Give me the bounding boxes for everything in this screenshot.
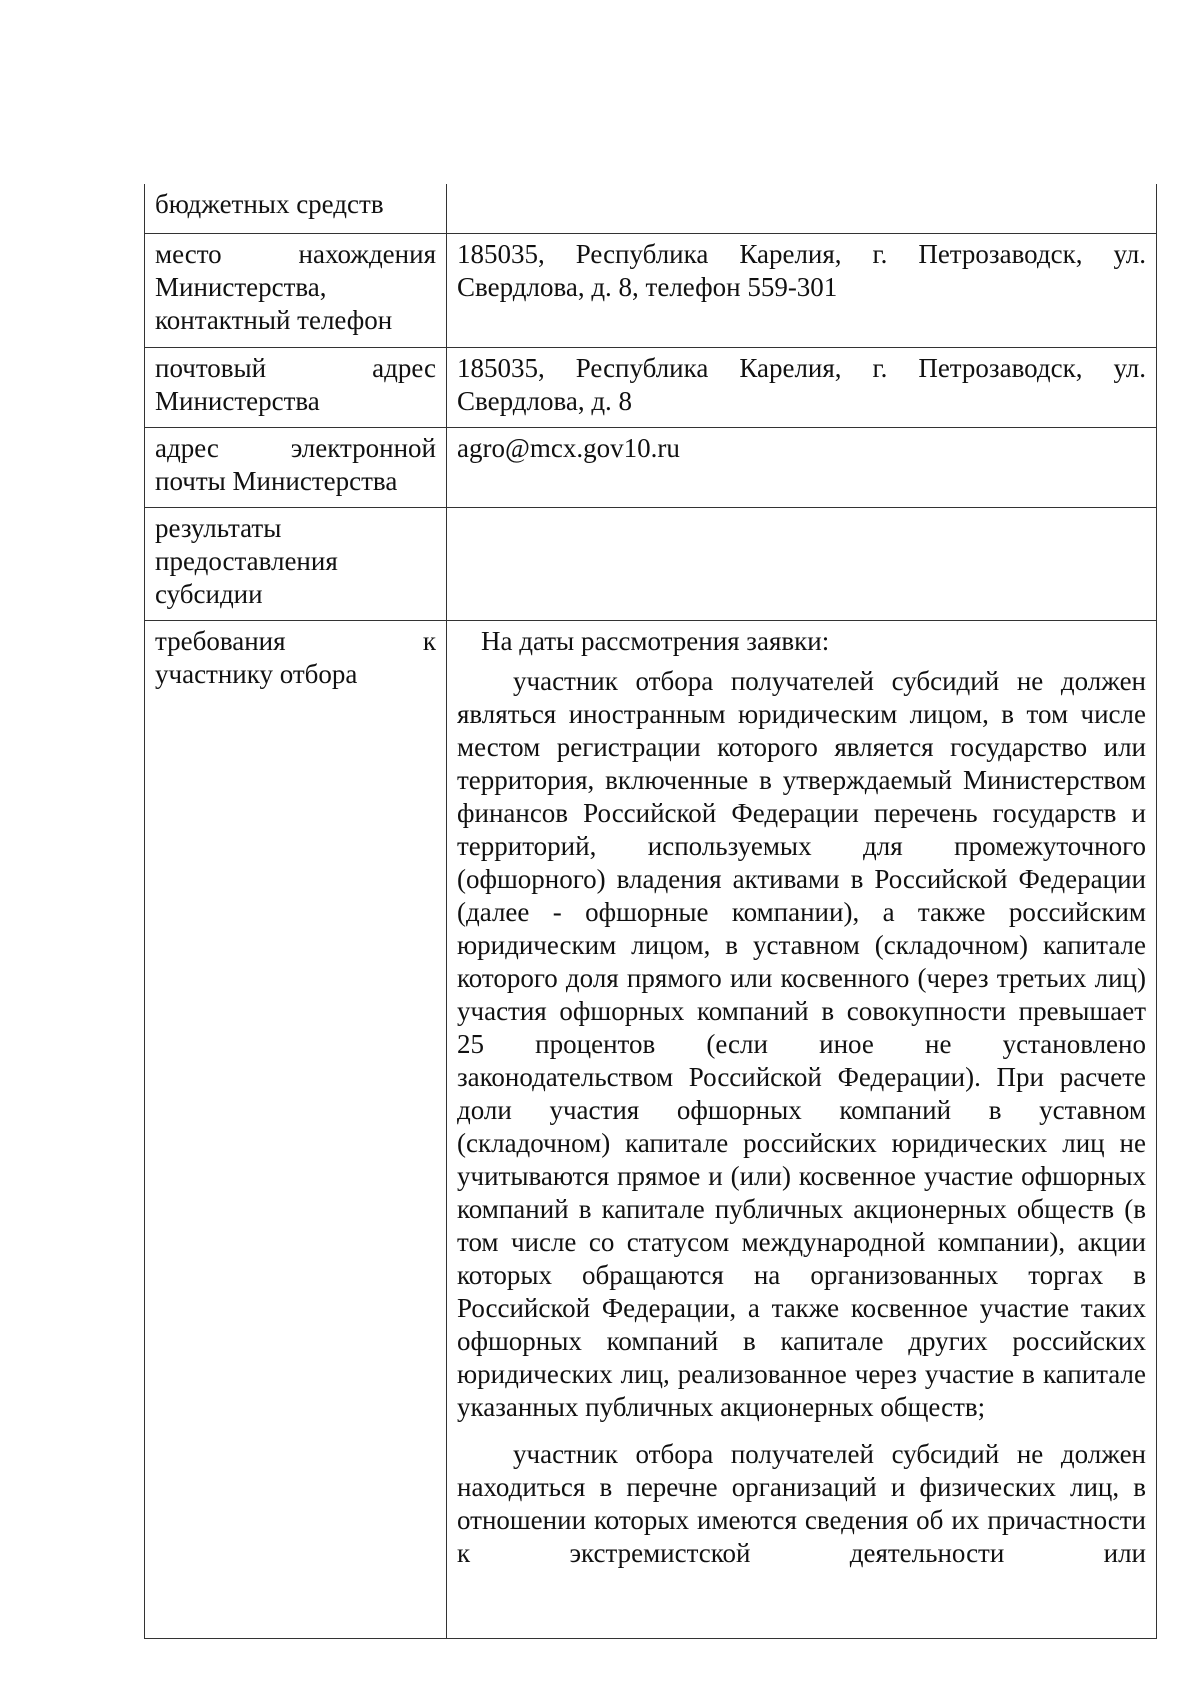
email-value: agro@mcx.gov10.ru bbox=[457, 433, 680, 463]
value-cell bbox=[447, 348, 1157, 428]
label-cell bbox=[145, 428, 447, 508]
row-label-line: предоставления bbox=[155, 546, 338, 576]
row-label-line: место нахождения bbox=[155, 239, 436, 269]
table-row-postal-address bbox=[145, 348, 1157, 428]
row-label-line: контактный телефон bbox=[155, 305, 393, 335]
label-cell bbox=[145, 508, 447, 621]
value-cell bbox=[447, 508, 1157, 621]
value-cell bbox=[447, 621, 1157, 1639]
label-cell bbox=[145, 348, 447, 428]
row-label-line: субсидии bbox=[155, 579, 263, 609]
row-label-line: почтовый адрес bbox=[155, 353, 436, 383]
row-label-line: результаты bbox=[155, 513, 282, 543]
row-label-line: требования к bbox=[155, 626, 436, 656]
row-label-line: Министерства, bbox=[155, 272, 327, 302]
value-cell bbox=[447, 234, 1157, 348]
row-label-line: почты Министерства bbox=[155, 466, 398, 496]
table-row-results bbox=[145, 508, 1157, 621]
table-row-email bbox=[145, 428, 1157, 508]
label-cell bbox=[145, 621, 447, 1639]
row-label-line: адрес электронной bbox=[155, 433, 436, 463]
table-row-budget-funds bbox=[145, 184, 1157, 234]
row-value: 185035, Республика Карелия, г. Петрозаводск, ул. Свердлова, д. 8 bbox=[457, 353, 1146, 416]
info-table bbox=[144, 184, 1157, 1639]
requirement-paragraph: участник отбора получателей субсидий не должен находиться в перечне организаций и физических лиц, в отношении которых имеются сведения об их причастности к экстремистской деятельности или bbox=[457, 1439, 1146, 1568]
requirements-intro: На даты рассмотрения заявки: bbox=[481, 626, 830, 656]
requirement-paragraph: участник отбора получателей субсидий не должен являться иностранным юридическим лицом, в том числе местом регистрации которого является государство или территория, включенные в утверждаемый Министерством финансов Российской Федерации перечень государств и территорий, используемых для промежуточного (офшорного) владения активами в Российской Федерации (далее - офшорные компании), а также российским юридическим лицом, в уставном (складочном) капитале которого доля прямого или косвенного (через третьих лиц) участия офшорных компаний в совокупности превышает 25 процентов (если иное не установлено законодательством Российской Федерации). При расчете доли участия офшорных компаний в уставном (складочном) капитале российских юридических лиц не учитываются прямое и (или) косвенное участие офшорных компаний в капитале публичных акционерных обществ (в том числе со статусом международной компании), акции которых обращаются на организованных торгах в Российской Федерации, а также косвенное участие таких офшорных компаний в капитале других российских юридических лиц, реализованное через участие в капитале указанных публичных акционерных обществ; bbox=[457, 666, 1146, 1422]
row-label-line: участнику отбора bbox=[155, 659, 358, 689]
label-cell bbox=[145, 184, 447, 234]
row-label-line: Министерства bbox=[155, 386, 320, 416]
row-value: 185035, Республика Карелия, г. Петрозаводск, ул. Свердлова, д. 8, телефон 559-301 bbox=[457, 239, 1146, 302]
value-cell bbox=[447, 428, 1157, 508]
row-label: бюджетных средств bbox=[155, 189, 384, 219]
table-row-requirements bbox=[145, 621, 1157, 1639]
value-cell bbox=[447, 184, 1157, 234]
label-cell bbox=[145, 234, 447, 348]
table-row-location bbox=[145, 234, 1157, 348]
